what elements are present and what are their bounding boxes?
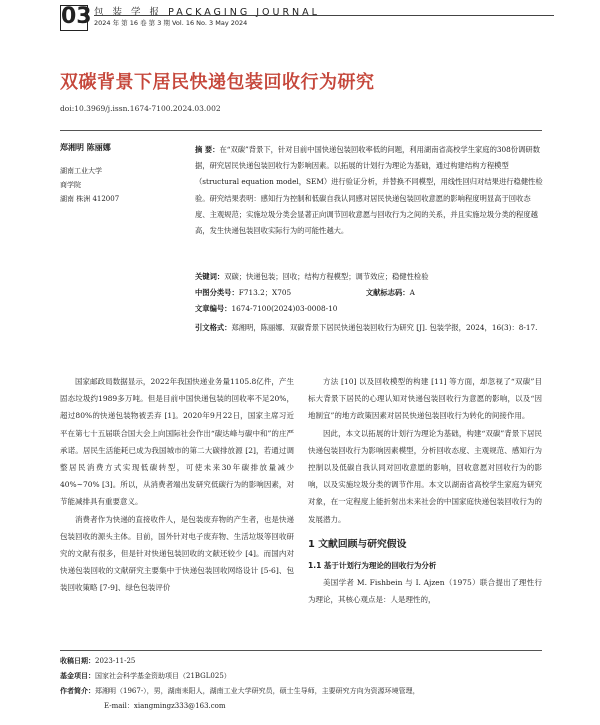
body-right-column [308,373,542,609]
footnote-divider [60,650,542,651]
fund-value: 国家社会科学基金资助项目（21BGL025） [95,672,231,680]
body-paragraph: 因此，本文以拓展的计划行为理论为基础，构建“双碳”背景下居民快递包装回收行为影响因素模型，分析回收态度、主观规范、感知行为控制以及低碳自我认同对回收意愿的影响，回收意愿对回收行为的影响，以及实施垃圾分类的调节作用。本文以湖南省高校学生家庭为研究对象，在一定程度上能折射出未来社会的中国家庭快递包装回收行为的发展潜力。 [308,428,542,524]
received-date [60,656,542,666]
affiliation-university: 湖南工业大学 [60,167,102,175]
abstract-text: 在“双碳”背景下，针对目前中国快递包装回收率低的问题，利用湖南省高校学生家庭的308份调研数据，研究居民快递包装回收行为影响因素。以拓展的计划行为理论为基础，通过构建结构方程模型（structural equation model，SEM）进行验证分析，并替换不同模型，用线性回归对结果进行稳健性检验。研究结果表明：感知行为控制和低碳自我认同感对居民快递包装回收意愿的影响程度明显高于回收态度、主观规范；实施垃圾分类会显著正向调节回收意愿与回收行为之间的关系，并且实施垃圾分类的程度越高，发生快递包装回收实际行为的可能性越大。 [195,145,543,236]
fund-info [60,671,542,681]
article-title: 双碳背景下居民快递包装回收行为研究 [60,72,375,93]
doc-code-label: 文献标志码： [365,288,410,297]
cite-label: 引文格式： [195,323,232,332]
citation-format [195,320,545,336]
authors: 郑湘明 陈丽娜 [60,143,111,152]
article-number-line [195,304,545,314]
abstract [195,142,545,239]
body-paragraph: 国家邮政局数据显示，2022年我国快递业务量1105.8亿件，产生固态垃圾约1989多万吨。但是目前中国快递包装的回收率不足20%，超过80%的快递包装物被丢弃 [1]。2020年9月22日，国家主席习近平在第七十五届联合国大会上向国际社会作出“碳达峰与碳中和”的庄严承诺。居民生活能耗已成为我国城市的第二大碳排放源 [2]，若通过调整居民消费方式实现低碳转型，可使未来30年碳排放量减少40%~70% [3]。所以，从消费者端出发研究低碳行为的影响因素，对节能减排具有重要意义。 [60,377,294,507]
header-divider [94,15,554,16]
top-divider [60,130,542,131]
keywords: 双碳；快递包装；回收；结构方程模型；调节效应；稳健性检验 [224,272,429,281]
section-heading: 1 文献回顾与研究假设 [308,538,407,550]
author-bio-value: 郑湘明（1967-），男，湖南耒阳人，湖南工业大学研究员，硕士生导师，主要研究方向为资源环境管理， [95,687,420,695]
affiliation-school: 商学院 [60,181,81,189]
issue-info: 2024 年 第 16 卷 第 3 期 Vol. 16 No. 3 May 2024 [94,19,248,27]
affiliation-address: 湖南 株洲 412007 [60,195,120,203]
article-no-label: 文章编号： [195,304,232,313]
classification-line [195,288,545,298]
author-bio [60,686,542,696]
received-value: 2023-11-25 [95,657,136,665]
keywords-line [195,272,545,282]
author-bio-label: 作者简介： [60,687,95,695]
body-left-column [60,373,294,597]
fund-label: 基金项目： [60,672,95,680]
abstract-label: 摘 要： [195,145,220,154]
body-paragraph: 消费者作为快递的直接收件人，是包装废弃物的产生者，也是快递包装回收的源头主体。目前，国外针对电子废弃物、生活垃圾等回收研究的文献有很多，但是针对快递包装回收的文献还较少 [4]。而国内对快递包装回收的文献研究主要集中于快递包装回收网络设计 [5-6]、包装回收策略 [7-9]、绿色包装评价 [60,514,294,593]
journal-name: 包 装 学 报 PACKAGING JOURNAL [94,7,320,18]
clc-label: 中图分类号： [195,288,239,297]
clc-value: F713.2；X705 [238,288,292,297]
doc-code-value: A [409,288,415,297]
keywords-label: 关键词： [195,272,225,281]
article-no-value: 1674-7100(2024)03-0008-10 [231,304,338,313]
subsection-heading: 1.1 基于计划行为理论的回收行为分析 [308,561,437,571]
issue-number-box: 03 [61,4,92,29]
cite-text: 郑湘明，陈丽娜．双碳背景下居民快递包装回收行为研究 [J]. 包装学报，2024，16(3)：8-17. [231,323,538,332]
author-email[interactable]: E-mail：xiangmingz333@163.com [104,702,226,710]
received-label: 收稿日期： [60,657,95,665]
body-paragraph: 美国学者 M. Fishbein 与 I. Ajzen（1975）联合提出了理性行为理论，其核心观点是：人是理性的， [308,578,542,605]
body-paragraph: 方法 [10] 以及回收模型的构建 [11] 等方面，却忽视了“双碳”目标大背景下居民的心理认知对快递包装回收行为意愿的影响，以及“因地制宜”的地方政策因素对居民快递包装回收行为转化的间接作用。 [308,377,542,421]
doi-link[interactable]: doi:10.3969/j.issn.1674-7100.2024.03.002 [60,104,221,113]
